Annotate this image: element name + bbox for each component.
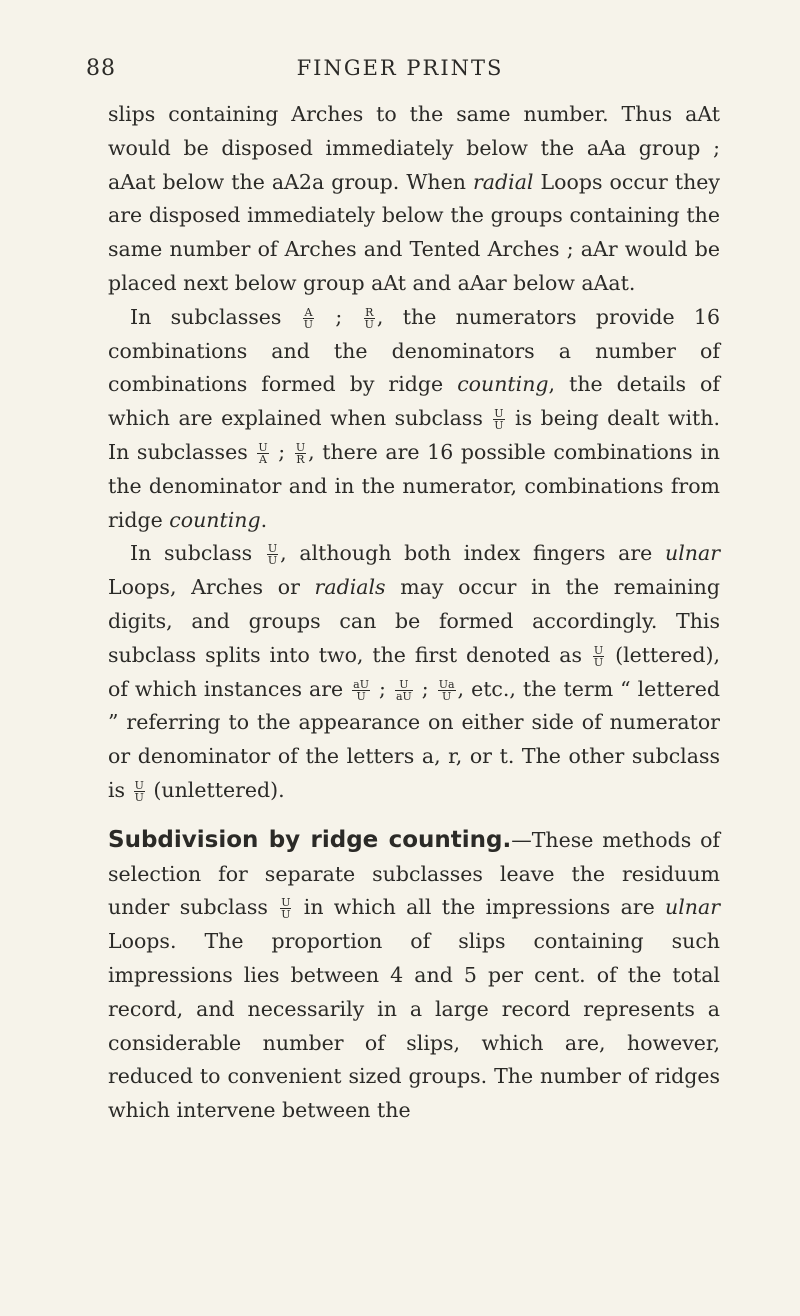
text-run: , the details of which are explained when subclass — [108, 372, 720, 431]
italic-term: counting — [169, 507, 261, 532]
paragraph-4 — [108, 824, 720, 1128]
italic-term: radial — [473, 169, 534, 194]
body-text — [108, 98, 720, 1128]
fraction-numerator: Ua — [438, 677, 455, 691]
fraction-numerator: R — [365, 305, 374, 319]
text-run: in which all the impressions are — [293, 895, 666, 920]
fraction-denominator: U — [134, 790, 144, 804]
paragraph-1 — [108, 98, 720, 301]
fraction — [493, 408, 504, 431]
text-run: slips containing Arches to the same number. Thus aAt would be disposed immediately below the aAa group ; aAat below the aA2a group. When — [108, 102, 720, 194]
text-run: ; — [372, 676, 393, 701]
italic-term: ulnar — [665, 541, 720, 566]
text-run: may occur in the remaining digits, and groups can be formed accordingly. This subclass splits into two, the first denoted as — [108, 575, 720, 667]
fraction — [438, 679, 456, 702]
text-run: ; — [270, 439, 293, 464]
fraction — [395, 679, 413, 702]
paragraph-3 — [108, 537, 720, 807]
fraction-numerator: U — [295, 440, 306, 454]
fraction-numerator: U — [258, 440, 268, 454]
fraction — [134, 780, 145, 803]
fraction-denominator: aU — [395, 689, 412, 703]
text-run: In subclasses — [130, 304, 301, 329]
running-head: FINGER PRINTS — [296, 56, 504, 80]
fraction-denominator: U — [494, 419, 504, 433]
text-run: (lettered), of which instances are — [108, 642, 720, 701]
text-run: . — [260, 507, 268, 532]
text-run: , there are 16 possible combinations in the denominator and in the numerator, combinations from ridge — [108, 439, 720, 532]
fraction-denominator: U — [364, 317, 374, 331]
fraction — [364, 307, 375, 330]
fraction-denominator: U — [441, 689, 452, 703]
italic-term: radials — [314, 575, 386, 600]
text-run: is being dealt with. In subclasses — [108, 406, 720, 464]
fraction-numerator: U — [593, 643, 604, 657]
fraction-denominator: R — [296, 452, 305, 466]
fraction-denominator: U — [356, 689, 366, 703]
fraction-numerator: U — [281, 896, 291, 910]
fraction — [295, 442, 306, 465]
text-run: (unlettered). — [146, 777, 285, 802]
fraction-denominator: U — [267, 554, 278, 568]
fraction-numerator: A — [304, 305, 313, 319]
fraction-denominator: U — [303, 317, 314, 331]
text-run: ; — [316, 304, 362, 329]
text-run: ; — [414, 676, 436, 701]
italic-term: ulnar — [665, 895, 720, 920]
text-run: Loops occur they are disposed immediately below the groups containing the same number of Arches and Tented Arches ; aAr would be placed next below group aAt and aAar below aAat. — [108, 169, 720, 295]
page-number: 88 — [86, 56, 116, 81]
fraction — [280, 897, 291, 920]
fraction-numerator: U — [494, 407, 504, 421]
text-run: , the numerators provide 16 combinations and the denominators a number of combinations formed by ridge — [108, 304, 720, 397]
fraction-denominator: U — [281, 908, 291, 922]
fraction-denominator: A — [259, 452, 267, 466]
fraction — [257, 442, 268, 465]
text-run: —These methods of selection for separate subclasses leave the residuum under subclass — [108, 827, 721, 920]
italic-term: counting — [457, 372, 549, 397]
text-run: , although both index fingers are — [280, 541, 666, 566]
fraction-denominator: U — [593, 655, 604, 669]
paragraph-2 — [108, 301, 720, 538]
text-run: , etc., the term “ lettered ” referring to the appearance on either side of numerator or denominator of the letters a, r, or t. The other subclass is — [108, 676, 720, 802]
fraction-numerator: aU — [353, 677, 370, 691]
text-run: Loops. The proportion of slips containing such impressions lies between 4 and 5 per cent. of the total record, and necessarily in a large record represents a considerable number of slips, which are, however, reduced to convenient sized groups. The number of ridges which intervene between the — [108, 929, 720, 1123]
text-run: Loops, Arches or — [108, 575, 315, 600]
fraction — [352, 679, 370, 702]
text-run: In subclass — [130, 541, 265, 566]
fraction-numerator: U — [267, 542, 278, 556]
fraction — [593, 645, 604, 668]
fraction — [267, 543, 278, 566]
fraction — [303, 307, 314, 330]
page-header — [0, 50, 800, 90]
section-heading: Subdivision by ridge counting. — [108, 826, 512, 853]
fraction-numerator: U — [395, 679, 413, 691]
fraction-numerator: U — [134, 778, 144, 792]
